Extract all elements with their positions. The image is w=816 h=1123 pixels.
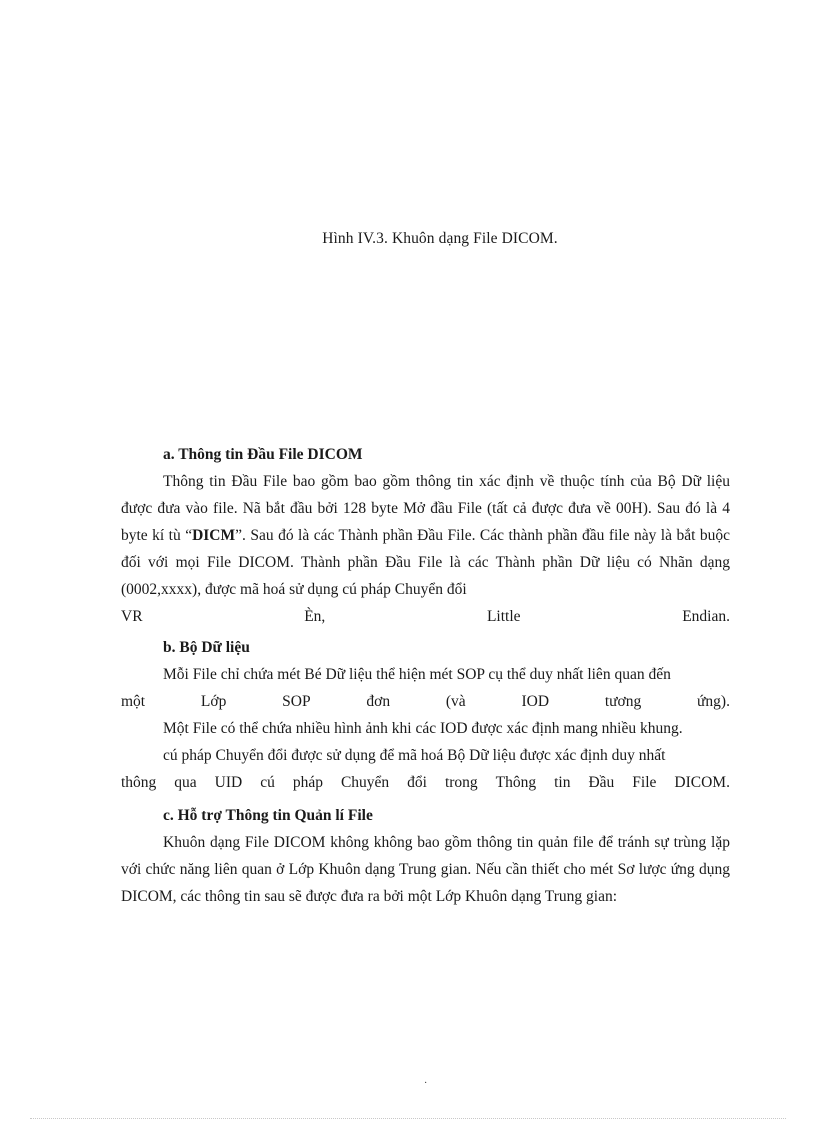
section-c-paragraph: Khuôn dạng File DICOM không không bao gồm thông tin quản file để tránh sự trùng lặp với chức năng liên quan ở Lớp Khuôn dạng Trung gian. Nếu cần thiết cho mét Sơ lược ứng dụng DICOM, các thông tin sau sẽ được đưa ra bởi một Lớp Khuôn dạng Trung gian: <box>121 834 730 905</box>
word: SOP <box>282 693 311 710</box>
word: pháp <box>292 774 323 791</box>
page-footer-mark: · <box>424 1078 428 1089</box>
word: Đầu <box>588 774 615 791</box>
word: cú <box>260 774 275 791</box>
section-b-heading: b. Bộ Dữ liệu <box>163 639 250 656</box>
body-content <box>121 441 730 910</box>
word: tin <box>554 774 571 791</box>
figure-caption: Hình IV.3. Khuôn dạng File DICOM. <box>322 230 558 247</box>
word: Thông <box>495 774 537 791</box>
section-b-p1-last-line <box>121 688 730 715</box>
word: File <box>632 774 657 791</box>
section-a-heading: a. Thông tin Đầu File DICOM <box>163 446 363 463</box>
word: Lớp <box>200 693 227 710</box>
section-b-paragraph-2: Một File có thể chứa nhiều hình ảnh khi các IOD được xác định mang nhiều khung. <box>163 720 683 737</box>
word: tương <box>604 693 642 710</box>
word: một <box>121 693 146 710</box>
section-c-heading: c. Hỗ trợ Thông tin Quản lí File <box>163 807 373 824</box>
word: đơn <box>366 693 391 710</box>
word: qua <box>174 774 197 791</box>
word: IOD <box>521 693 550 710</box>
word: trong <box>444 774 478 791</box>
section-a-last-line <box>121 603 730 630</box>
section-b-paragraph-3: cú pháp Chuyển đổi được sử dụng để mã hoá Bộ Dữ liệu được xác định duy nhất <box>163 747 666 764</box>
word: Endian. <box>682 608 730 625</box>
word: Èn, <box>304 608 326 625</box>
word: thông <box>121 774 157 791</box>
page-bottom-rule <box>30 1118 786 1119</box>
section-b-p3-last-line <box>121 769 730 796</box>
word: Little <box>486 608 521 625</box>
word: Chuyển <box>340 774 390 791</box>
word: (và <box>445 693 466 710</box>
section-a-text-1: Thông tin Đầu File bao gồm bao gồm thông tin xác định về thuộc tính của Bộ Dữ liệu được đưa vào file. Nã bắt đầu bởi 128 byte Mở đầu File (tất cả được đưa về 00H). Sau đó là 4 byte kí tù “ <box>121 473 730 544</box>
word: ứng). <box>697 693 730 710</box>
section-a-text-2: ”. Sau đó là các Thành phần Đầu File. Các thành phần đầu file này là bắt buộc đối với mọi File DICOM. Thành phần Đầu File là các Thành phần Dữ liệu có Nhãn dạng (0002,xxxx), được mã hoá sử dụng cú pháp Chuyển đổi <box>121 527 730 598</box>
dicm-keyword: DICM <box>192 527 236 544</box>
word: UID <box>214 774 243 791</box>
section-b-paragraph-1: Mỗi File chỉ chứa mét Bé Dữ liệu thể hiện mét SOP cụ thể duy nhất liên quan đến <box>163 666 671 683</box>
section-a-paragraph <box>121 468 730 603</box>
word: VR <box>121 608 143 625</box>
word: DICOM. <box>674 774 730 791</box>
word: đổi <box>407 774 427 791</box>
